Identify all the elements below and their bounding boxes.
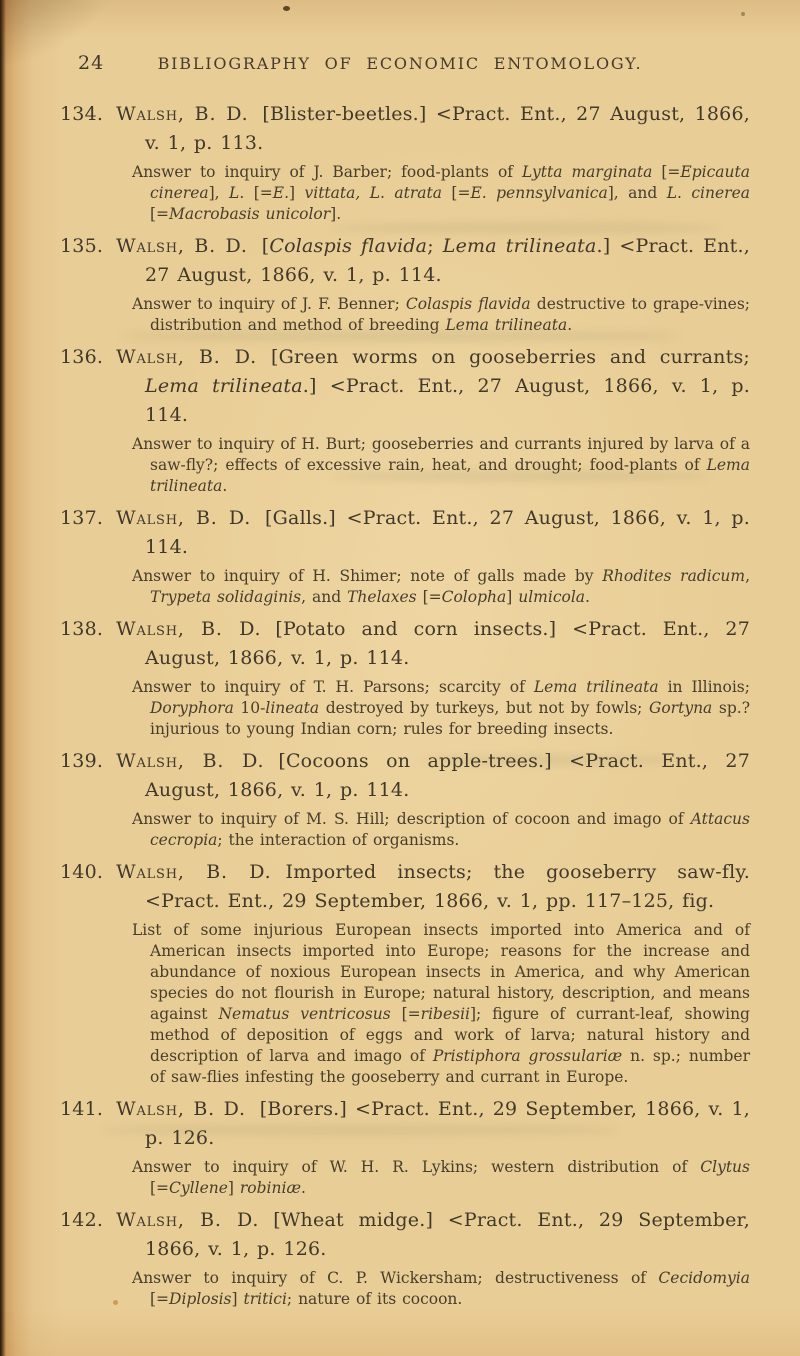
species-name-italic: Cecidomyia xyxy=(658,1269,750,1287)
text-segment: Answer to inquiry of W. H. R. Lykins; western distribution of xyxy=(132,1158,701,1176)
text-segment: .] <Pract. Ent., 27 August, 1866, v. 1, p. 114. xyxy=(145,375,751,426)
species-name-italic: lineata xyxy=(265,699,320,717)
entry-annotation xyxy=(60,1157,750,1199)
species-name-italic: Gortyna xyxy=(648,699,713,717)
species-name-italic: vittata, L. atrata xyxy=(304,184,442,202)
bibliography-entry xyxy=(60,1206,750,1310)
species-name-italic: Clytus xyxy=(700,1158,750,1176)
species-name-italic: E. pennsylvanica xyxy=(470,184,608,202)
text-segment: [Cocoons on apple-trees.] <Pract. Ent., 27 August, 1866, v. 1, p. 114. xyxy=(145,750,750,801)
entry-citation xyxy=(60,343,750,430)
entry-author: Walsh, B. D. xyxy=(116,507,252,529)
text-segment: [Potato and corn insects.] <Pract. Ent., 27 August, 1866, v. 1, p. 114. xyxy=(145,618,750,669)
text-segment: Imported insects; the gooseberry saw-fly. <Pract. Ent., 29 September, 1866, v. 1, pp. 117–125, fig. xyxy=(145,861,751,912)
species-name-italic: L. xyxy=(229,184,245,202)
text-segment: Answer to inquiry of M. S. Hill; description of cocoon and imago of xyxy=(132,810,691,828)
text-segment: [ xyxy=(261,235,270,257)
text-segment: ; nature of its cocoon. xyxy=(286,1290,463,1308)
text-segment: [Green worms on gooseberries and currants; xyxy=(271,346,751,368)
text-segment: ] xyxy=(289,184,305,202)
text-segment: [= xyxy=(390,1005,421,1023)
ink-speck xyxy=(283,6,290,11)
entry-citation xyxy=(60,504,750,562)
bibliography-entry xyxy=(60,858,750,1088)
species-name-italic: L. cinerea xyxy=(666,184,750,202)
bibliography-entry xyxy=(60,232,750,336)
entry-annotation xyxy=(60,1268,750,1310)
text-segment: ] xyxy=(227,1179,240,1197)
text-segment: . xyxy=(585,588,590,606)
text-segment: ] xyxy=(231,1290,244,1308)
text-segment: ]; figure of currant-leaf, showing method of deposition of eggs and work of larva; natural history and description of larva and imago of xyxy=(150,1005,750,1065)
text-segment: Answer to inquiry of C. P. Wickersham; destructiveness of xyxy=(132,1269,659,1287)
text-segment: [= xyxy=(652,163,681,181)
text-segment: List of some injurious European insects imported into America and of American insects imported into Europe; reasons for the increase and abundance of noxious European insects in America, and why American species do not flourish in Europe; natural history, description, and means against xyxy=(132,921,750,1023)
text-segment: [Galls.] <Pract. Ent., 27 August, 1866, v. 1, p. 114. xyxy=(145,507,750,558)
entry-author: Walsh, B. D. xyxy=(116,1209,260,1231)
entry-author: Walsh, B. D. xyxy=(116,618,262,640)
text-segment: [= xyxy=(244,184,273,202)
page-number: 24 xyxy=(78,52,105,74)
ink-speck xyxy=(741,12,745,16)
entry-citation xyxy=(60,1095,750,1153)
species-name-italic: robiniæ xyxy=(239,1179,302,1197)
entry-annotation xyxy=(60,294,750,336)
text-segment: Answer to inquiry of T. H. Parsons; scarcity of xyxy=(132,678,534,696)
entry-number: 141. xyxy=(60,1098,104,1120)
species-name-italic: Doryphora xyxy=(150,699,234,717)
running-title: BIBLIOGRAPHY OF ECONOMIC ENTOMOLOGY. xyxy=(157,54,643,73)
species-name-italic: Trypeta solidaginis xyxy=(150,588,302,606)
text-segment: [= xyxy=(416,588,442,606)
species-name-italic: Lytta marginata xyxy=(522,163,653,181)
text-segment: [= xyxy=(441,184,471,202)
entry-number: 138. xyxy=(60,618,104,640)
species-name-italic: Epicauta cinerea xyxy=(150,163,750,202)
text-segment: destructive to grape-vines; distribution and method of breeding xyxy=(150,295,750,334)
species-name-italic: Colaspis flavida xyxy=(269,235,428,257)
species-name-italic: Lema trilineata xyxy=(145,375,303,397)
entry-author: Walsh, B. D. xyxy=(116,750,265,772)
entry-annotation xyxy=(60,566,750,608)
text-segment: . xyxy=(301,1179,306,1197)
species-name-italic: E. xyxy=(272,184,289,202)
text-segment: sp.? injurious to young Indian corn; rules for breeding insects. xyxy=(150,699,751,738)
entry-annotation xyxy=(60,920,750,1088)
entry-citation xyxy=(60,858,750,916)
species-name-italic: ribesii xyxy=(420,1005,470,1023)
text-segment: , xyxy=(745,567,750,585)
text-segment: ], xyxy=(208,184,230,202)
page-header xyxy=(0,50,800,80)
bibliography-entry xyxy=(60,615,750,740)
text-segment: ], and xyxy=(607,184,667,202)
species-name-italic: Macrobasis unicolor xyxy=(169,205,331,223)
entry-citation xyxy=(60,232,750,290)
text-segment: ; the interaction of organisms. xyxy=(217,831,460,849)
entry-number: 137. xyxy=(60,507,104,529)
text-segment: 10- xyxy=(233,699,266,717)
species-name-italic: Nematus ventricosus xyxy=(218,1005,391,1023)
entry-annotation xyxy=(60,162,750,225)
species-name-italic: Rhodites radicum xyxy=(602,567,746,585)
species-name-italic: ulmicola xyxy=(518,588,586,606)
text-segment: [Blister-beetles.] <Pract. Ent., 27 August, 1866, v. 1, p. 113. xyxy=(145,103,750,154)
entry-author: Walsh, B. D. xyxy=(116,235,248,257)
text-segment: ; xyxy=(427,235,443,257)
text-segment: in Illinois; xyxy=(658,678,750,696)
species-name-italic: Colopha xyxy=(441,588,507,606)
text-segment: . xyxy=(222,477,228,495)
species-name-italic: Attacus cecropia xyxy=(150,810,750,849)
bibliography-entries xyxy=(60,100,750,1317)
species-name-italic: Lema trilineata xyxy=(533,678,659,696)
entry-citation xyxy=(60,100,750,158)
text-segment: ]. xyxy=(330,205,342,223)
entry-number: 136. xyxy=(60,346,104,368)
species-name-italic: Thelaxes xyxy=(347,588,417,606)
entry-citation xyxy=(60,1206,750,1264)
species-name-italic: Pristiphora grossulariæ xyxy=(432,1047,623,1065)
text-segment: [= xyxy=(150,1179,170,1197)
species-name-italic: tritici xyxy=(243,1290,287,1308)
text-segment: Answer to inquiry of H. Shimer; note of galls made by xyxy=(132,567,603,585)
text-segment: . xyxy=(567,316,573,334)
entry-number: 134. xyxy=(60,103,104,125)
text-segment: n. sp.; number of saw-flies infesting the gooseberry and currant in Europe. xyxy=(150,1047,750,1086)
text-segment: Answer to inquiry of H. Burt; gooseberries and currants injured by larva of a saw-fly?; effects of excessive rain, heat, and drought; food-plants of xyxy=(132,435,750,474)
bibliography-entry xyxy=(60,1095,750,1199)
bibliography-entry xyxy=(60,100,750,225)
species-name-italic: Lema trilineata xyxy=(150,456,750,495)
entry-citation xyxy=(60,615,750,673)
text-segment: destroyed by turkeys, but not by fowls; xyxy=(319,699,649,717)
species-name-italic: Colaspis flavida xyxy=(405,295,531,313)
species-name-italic: Cyllene xyxy=(169,1179,228,1197)
entry-number: 140. xyxy=(60,861,104,883)
entry-annotation xyxy=(60,677,750,740)
bibliography-entry xyxy=(60,343,750,497)
entry-number: 142. xyxy=(60,1209,104,1231)
entry-author: Walsh, B. D. xyxy=(116,861,272,883)
species-name-italic: Lema trilineata xyxy=(445,316,568,334)
bibliography-entry xyxy=(60,504,750,608)
text-segment: [= xyxy=(150,1290,170,1308)
text-segment: Answer to inquiry of J. F. Benner; xyxy=(132,295,406,313)
text-segment: [Wheat midge.] <Pract. Ent., 29 September, 1866, v. 1, p. 126. xyxy=(145,1209,750,1260)
bibliography-entry xyxy=(60,747,750,851)
entry-author: Walsh, B. D. xyxy=(116,103,249,125)
text-segment: ] xyxy=(506,588,519,606)
entry-annotation xyxy=(60,434,750,497)
entry-citation xyxy=(60,747,750,805)
entry-annotation xyxy=(60,809,750,851)
text-segment: Answer to inquiry of J. Barber; food-plants of xyxy=(132,163,523,181)
text-segment: , and xyxy=(301,588,348,606)
entry-author: Walsh, B. D. xyxy=(116,346,258,368)
entry-author: Walsh, B. D. xyxy=(116,1098,246,1120)
entry-number: 135. xyxy=(60,235,104,257)
species-name-italic: Diplosis xyxy=(169,1290,232,1308)
text-segment: .] <Pract. Ent., 27 August, 1866, v. 1, p. 114. xyxy=(145,235,750,286)
text-segment: [= xyxy=(150,205,170,223)
entry-number: 139. xyxy=(60,750,104,772)
text-segment: [Borers.] <Pract. Ent., 29 September, 1866, v. 1, p. 126. xyxy=(145,1098,751,1149)
species-name-italic: Lema trilineata xyxy=(442,235,597,257)
